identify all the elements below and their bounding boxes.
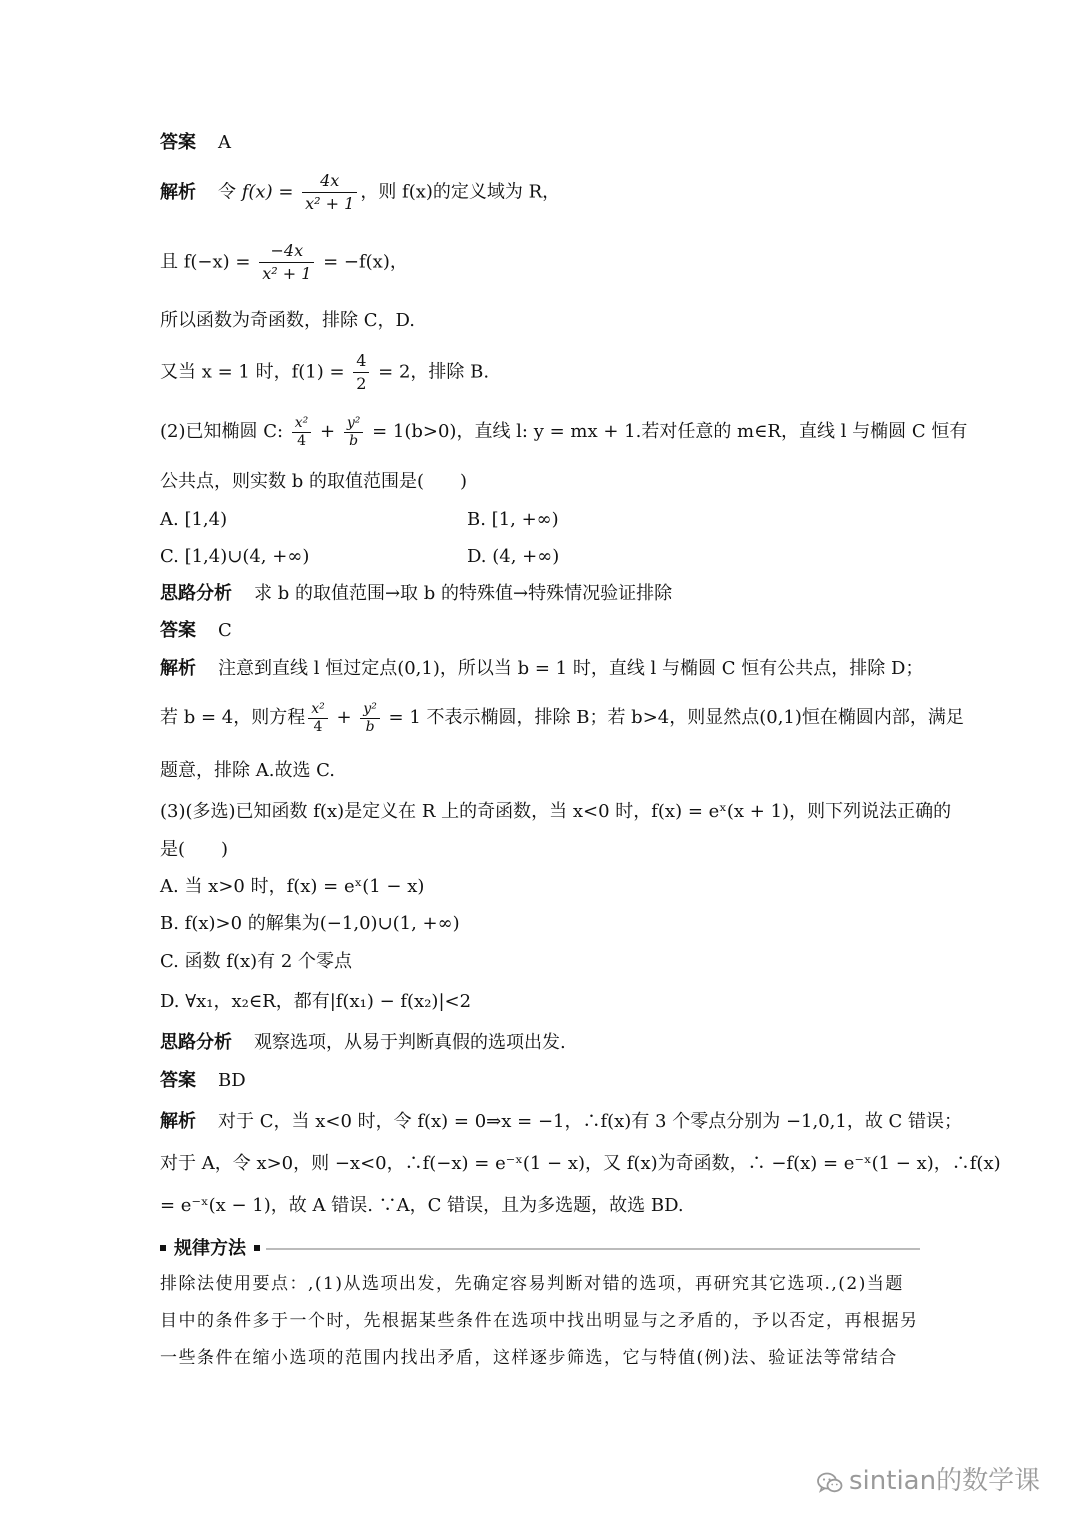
analysis-line-3 [160,309,415,333]
square-bullet-icon [160,1245,166,1251]
numerator: −4x [259,240,314,263]
thinking-text: 求 b 的取值范围→取 b 的特殊值→特殊情况验证排除 [254,583,673,604]
analysis-label: 解析 [160,658,196,679]
watermark [817,1460,1040,1497]
analysis-text: 注意到直线 l 恒过定点(0,1)，所以当 b = 1 时，直线 l 与椭圆 C 恒有公共点，排除 D； [218,658,924,679]
question-text: 是( ) [160,839,229,860]
answer-label: 答案 [160,132,196,153]
method-title [160,1237,266,1261]
numerator: x² [308,701,328,719]
question-2-stem-line-2 [160,470,467,494]
analysis-text: 对于 A，令 x>0，则 −x<0，∴f(−x) = e⁻ˣ(1 − x)，又 f(x)为奇函数，∴ −f(x) = e⁻ˣ(1 − x)，∴f(x) [160,1153,1001,1174]
option-d: D. ∀x₁，x₂∈R，都有|f(x₁) − f(x₂)|<2 [160,991,472,1012]
analysis-text: ，则 f(x)的定义域为 R， [360,181,561,203]
method-text: 排除法使用要点：,(1)从选项出发，先确定容易判断对错的选项，再研究其它选项.,(2)当题目中的条件多于一个时，先根据某些条件在选项中找出明显与之矛盾的，予以否定，再根据另一些条件在缩小选项的范围内找出矛盾，这样逐步筛选，它与特值(例)法、验证法等常结合 [160,1274,919,1368]
answer-value: C [218,620,232,641]
thinking-line-2 [160,582,672,606]
divider [264,1248,920,1250]
analysis-text: = 1 不表示椭圆，排除 B；若 b>4，则显然点(0,1)恒在椭圆内部，满足 [382,707,964,728]
question-text: (3)(多选)已知函数 f(x)是定义在 R 上的奇函数，当 x<0 时，f(x) = eˣ(x + 1)，则下列说法正确的 [160,801,952,822]
analysis-text: 对于 C，当 x<0 时，令 f(x) = 0⇒x = −1，∴f(x)有 3 个零点分别为 −1,0,1，故 C 错误； [218,1111,963,1132]
numerator: x² [292,415,312,433]
equals-sign: = [272,181,300,203]
analysis-text: = e⁻ˣ(x − 1)，故 A 错误. ∵A，C 错误，且为多选题，故选 BD. [160,1195,684,1216]
fraction [292,415,312,450]
analysis-line-3-3 [160,1194,684,1218]
thinking-line-3 [160,1031,566,1055]
method-title-text: 规律方法 [174,1238,246,1259]
analysis-text: 且 f(−x) = [160,251,257,273]
analysis-label: 解析 [160,181,196,203]
thinking-label: 思路分析 [160,583,232,604]
numerator: 4 [353,350,369,373]
analysis-line-2-3 [160,759,335,783]
option-b: B. [1, +∞) [467,509,559,530]
analysis-text: 所以函数为奇函数，排除 C，D. [160,310,416,331]
denominator: x² + 1 [262,264,312,283]
option-a: A. [1,4) [160,509,228,530]
fraction [360,701,380,736]
thinking-label: 思路分析 [160,1032,232,1053]
analysis-line-3-1 [160,1110,962,1134]
fraction [259,240,314,285]
question-text: = 1(b>0)，直线 l: y = mx + 1.若对任意的 m∈R，直线 l 与椭圆 C 恒有 [366,421,968,442]
denominator: 2 [356,374,367,393]
answer-line-1 [160,131,231,155]
square-bullet-icon [254,1245,260,1251]
denominator: b [349,432,359,449]
numerator: y² [344,415,364,433]
answer-label: 答案 [160,620,196,641]
denominator: 4 [297,432,306,449]
answer-line-2 [160,619,232,643]
analysis-text: 若 b = 4，则方程 [160,707,306,728]
analysis-line-2-2 [160,696,964,740]
analysis-line-3-2 [160,1152,1001,1176]
analysis-text: 令 [218,181,242,203]
plus-sign: + [330,707,358,728]
method-heading [160,1237,920,1261]
analysis-text: = 2，排除 B. [372,361,490,383]
question-text: (2)已知椭圆 C: [160,421,289,442]
answer-label: 答案 [160,1070,196,1091]
analysis-line-2 [160,240,408,285]
watermark-text: sintian的数学课 [849,1466,1041,1496]
analysis-label: 解析 [160,1111,196,1132]
question-2-stem [160,412,967,452]
fraction [344,415,364,450]
analysis-line-1 [160,170,560,215]
question-text: 公共点，则实数 b 的取值范围是( ) [160,471,468,492]
fraction [308,701,328,736]
question-3-stem [160,800,951,824]
denominator: x² + 1 [305,194,355,213]
analysis-line-4 [160,350,489,395]
plus-sign: + [314,421,341,442]
option-c: C. [1,4)∪(4, +∞) [160,546,310,567]
option-b: B. f(x)>0 的解集为(−1,0)∪(1, +∞) [160,913,460,934]
answer-value: A [218,132,231,153]
answer-line-3 [160,1069,246,1093]
analysis-line-2-1 [160,657,923,681]
function-text: f(x) [241,181,273,203]
analysis-text: = −f(x)， [317,251,408,273]
fraction [302,170,357,215]
answer-value: BD [218,1070,246,1091]
denominator: b [365,718,375,735]
option-d: D. (4, +∞) [467,546,560,567]
option-a: A. 当 x>0 时，f(x) = eˣ(1 − x) [160,876,425,897]
analysis-text: 又当 x = 1 时，f(1) = [160,361,351,383]
numerator: y² [360,701,380,719]
numerator: 4x [302,170,357,193]
analysis-text: 题意，排除 A.故选 C. [160,760,336,781]
thinking-text: 观察选项，从易于判断真假的选项出发. [254,1032,566,1053]
question-3-stem-line-2 [160,838,228,862]
wechat-icon [817,1471,843,1493]
option-c: C. 函数 f(x)有 2 个零点 [160,951,353,972]
fraction [353,350,369,395]
denominator: 4 [313,718,323,735]
